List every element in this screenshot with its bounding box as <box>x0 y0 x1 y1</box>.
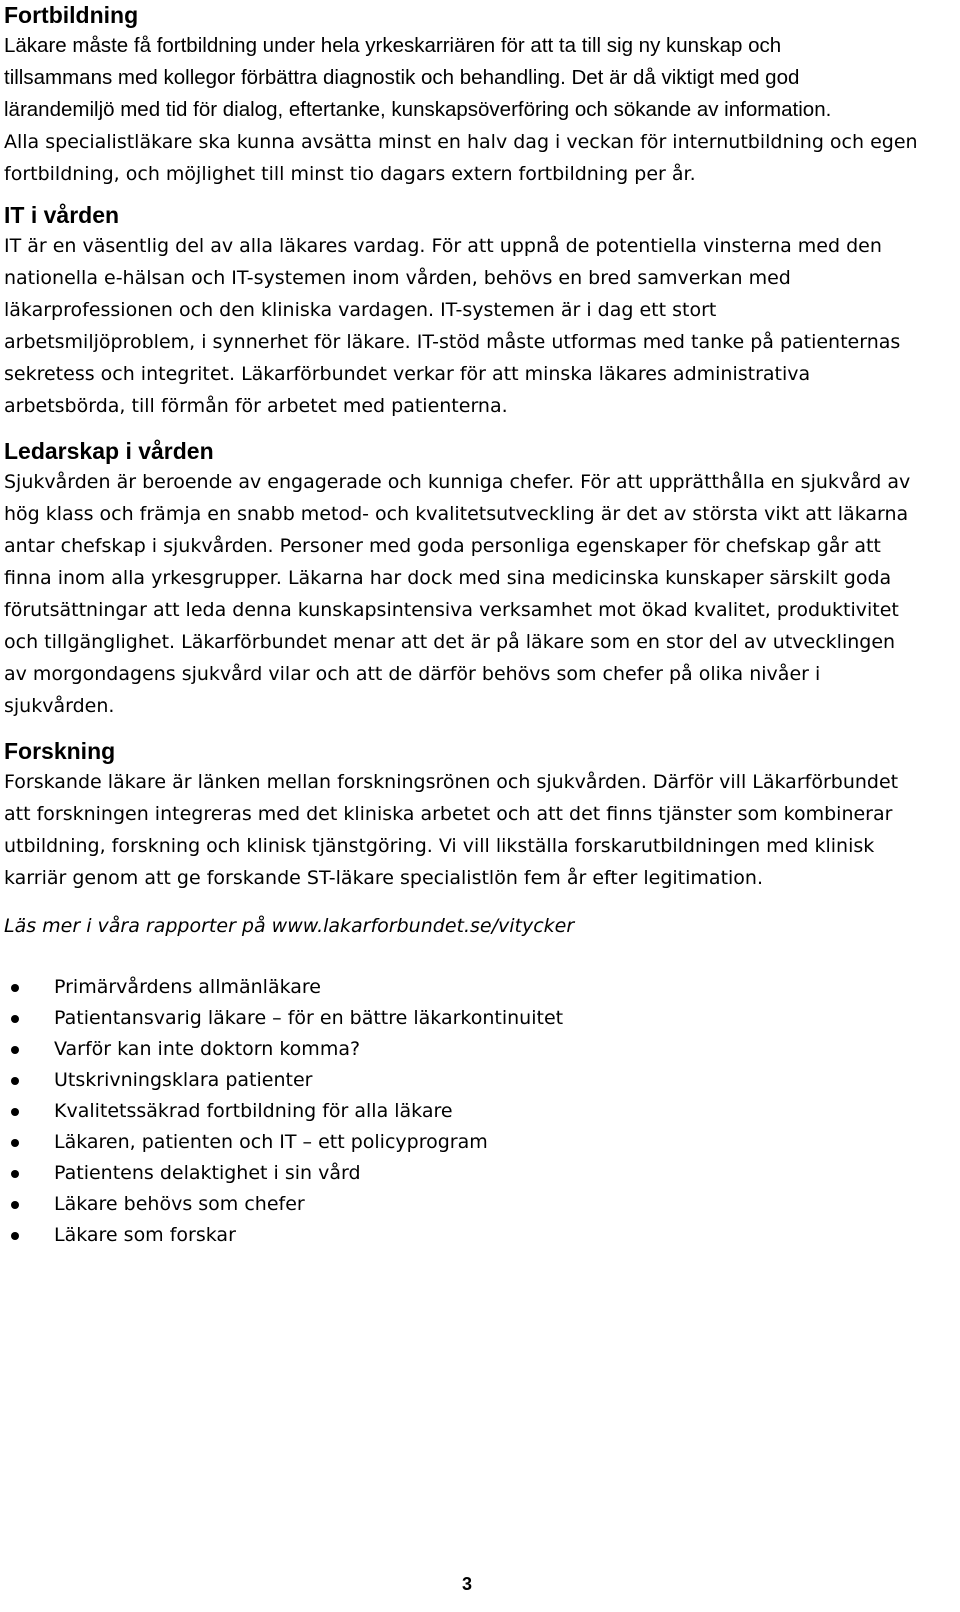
section-paragraph <box>4 230 950 422</box>
section-heading: Forskning <box>4 738 116 764</box>
paragraph-line: fortbildning, och möjlighet till minst tio dagars extern fortbildning per år. <box>4 163 696 185</box>
list-item: Läkaren, patienten och IT – ett policyprogram <box>4 1127 950 1158</box>
paragraph-line: antar chefskap i sjukvården. Personer med goda personliga egenskaper för chefskap går att <box>4 535 881 557</box>
list-item: Utskrivningsklara patienter <box>4 1065 950 1096</box>
paragraph-line: utbildning, forskning och klinisk tjänstgöring. Vi vill likställa forskarutbildningen med klinisk <box>4 835 875 857</box>
read-more-text: Läs mer i våra rapporter på www.lakarforbundet.se/vitycker <box>4 915 575 937</box>
paragraph-line: nationella e-hälsan och IT-systemen inom vården, behövs en bred samverkan med <box>4 267 791 289</box>
paragraph-line: arbetsbörda, till förmån för arbetet med patienterna. <box>4 395 508 417</box>
section-forskning <box>4 736 950 894</box>
paragraph-line: sjukvården. <box>4 695 115 717</box>
section-it-i-varden <box>4 200 950 422</box>
section-heading: Ledarskap i vården <box>4 438 214 464</box>
list-item: Patientansvarig läkare – för en bättre läkarkontinuitet <box>4 1003 950 1034</box>
bullet-icon <box>11 1108 19 1116</box>
bullet-icon <box>11 1201 19 1209</box>
paragraph-line: sekretess och integritet. Läkarförbundet verkar för att minska läkares administrativa <box>4 363 811 385</box>
list-item: Patientens delaktighet i sin vård <box>4 1158 950 1189</box>
list-item: Varför kan inte doktorn komma? <box>4 1034 950 1065</box>
paragraph-line: lärandemiljö med tid för dialog, eftertanke, kunskapsöverföring och sökande av information. <box>4 98 832 121</box>
bullet-icon <box>11 1046 19 1054</box>
section-fortbildning <box>4 0 950 190</box>
paragraph-line: Forskande läkare är länken mellan forskningsrönen och sjukvården. Därför vill Läkarförbundet <box>4 771 899 793</box>
paragraph-line: Alla specialistläkare ska kunna avsätta minst en halv dag i veckan för internutbildning och egen <box>4 131 918 153</box>
paragraph-line: läkarprofessionen och den kliniska vardagen. IT-systemen är i dag ett stort <box>4 299 717 321</box>
list-item: Kvalitetssäkrad fortbildning för alla läkare <box>4 1096 950 1127</box>
paragraph-line: förutsättningar att leda denna kunskapsintensiva verksamhet mot ökad kvalitet, produktivitet <box>4 599 899 621</box>
paragraph-line: karriär genom att ge forskande ST-läkare specialistlön fem år efter legitimation. <box>4 867 763 889</box>
list-item: Läkare som forskar <box>4 1220 950 1251</box>
section-paragraph <box>4 766 950 894</box>
paragraph-line: att forskningen integreras med det kliniska arbetet och att det finns tjänster som kombinerar <box>4 803 893 825</box>
list-item: Primärvårdens allmänläkare <box>4 972 950 1003</box>
bullet-icon <box>11 1015 19 1023</box>
paragraph-line: hög klass och främja en snabb metod- och kvalitetsutveckling är det av största vikt att läkarna <box>4 503 909 525</box>
paragraph-line: tillsammans med kollegor förbättra diagnostik och behandling. Det är då viktigt med god <box>4 66 800 89</box>
bullet-icon <box>11 1077 19 1085</box>
bullet-icon <box>11 1170 19 1178</box>
paragraph-line: Sjukvården är beroende av engagerade och kunniga chefer. För att upprätthålla en sjukvård av <box>4 471 911 493</box>
paragraph-line: arbetsmiljöproblem, i synnerhet för läkare. IT-stöd måste utformas med tanke på patienternas <box>4 331 901 353</box>
read-more <box>4 910 950 942</box>
paragraph-line: IT är en väsentlig del av alla läkares vardag. För att uppnå de potentiella vinsterna med den <box>4 235 882 257</box>
paragraph-line: finna inom alla yrkesgrupper. Läkarna har dock med sina medicinska kunskaper särskilt goda <box>4 567 892 589</box>
section-paragraph <box>4 30 950 190</box>
reports-list <box>4 972 950 1251</box>
bullet-icon <box>11 1139 19 1147</box>
bullet-icon <box>11 1232 19 1240</box>
paragraph-line: Läkare måste få fortbildning under hela yrkeskarriären för att ta till sig ny kunskap och <box>4 34 782 57</box>
list-item: Läkare behövs som chefer <box>4 1189 950 1220</box>
section-heading: Fortbildning <box>4 2 139 28</box>
section-paragraph <box>4 466 950 722</box>
section-heading: IT i vården <box>4 202 120 228</box>
paragraph-line: av morgondagens sjukvård vilar och att de därför behövs som chefer på olika nivåer i <box>4 663 821 685</box>
page-number: 3 <box>462 1574 473 1594</box>
section-ledarskap <box>4 436 950 722</box>
bullet-icon <box>11 984 19 992</box>
paragraph-line: och tillgänglighet. Läkarförbundet menar att det är på läkare som en stor del av utvecklingen <box>4 631 896 653</box>
